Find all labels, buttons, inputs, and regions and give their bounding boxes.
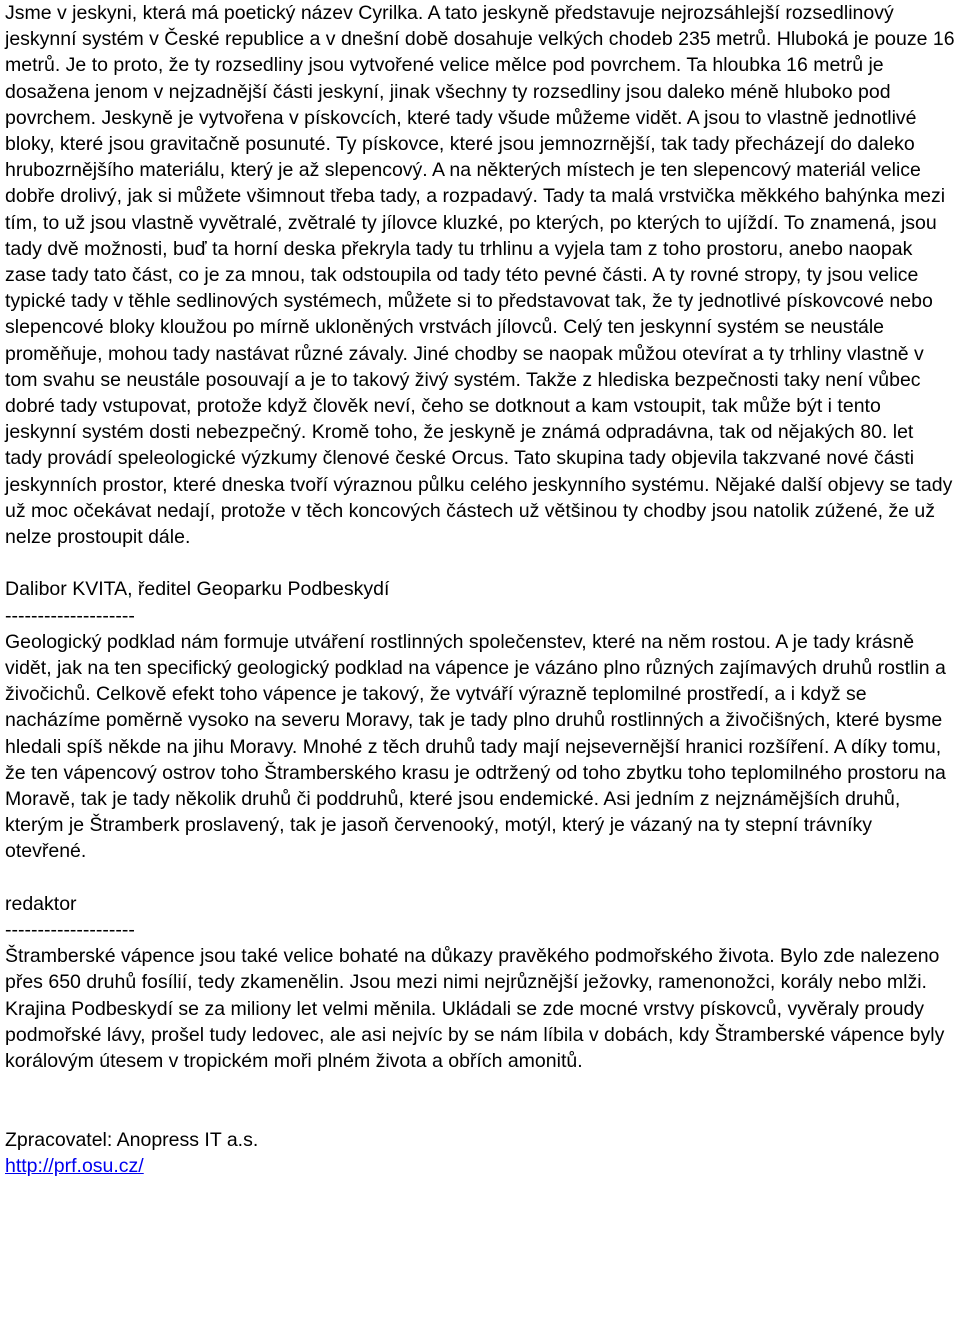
speaker-label: Dalibor KVITA, ředitel Geoparku Podbeskydí [5,578,390,601]
separator-line: -------------------- [5,604,135,627]
credit-line: Zpracovatel: Anopress IT a.s. [5,1128,259,1151]
source-link[interactable]: http://prf.osu.cz/ [5,1154,144,1177]
paragraph-geology-plants: Geologický podklad nám formuje utváření rostlinných společenstev, které na něm rostou. A je tady krásně vidět, jak na ten specifický geologický podklad na vápence je vázáno plno různých zajímavých druhů rostlin a živočichů. Celkově efekt toho vápence je takový, že vytváří výrazně teplomilné prostředí, a i když se nacházíme poměrně vysoko na severu Moravy, tak je tady plno druhů rostlinných a živočišných, které bysme hledali spíš někde na jihu Moravy. Mnohé z těch druhů tady mají nejsevernější hranici rozšíření. A díky tomu, že ten vápencový ostrov toho Štramberského krasu je odtržený od toho zbytku toho teplomilného prostoru na Moravě, tak je tady několik druhů či poddruhů, které jsou endemické. Asi jedním z nejznámějších druhů, kterým je Štramberk proslavený, tak je jasoň červenooký, motýl, který je vázaný na ty stepní trávníky otevřené. [5,630,946,863]
document-page [5,0,955,1179]
blank-line [5,865,955,891]
speaker-label: redaktor [5,892,77,915]
paragraph-cave-description: Jsme v jeskyni, která má poetický název Cyrilka. A tato jeskyně představuje nejrozsáhlejší rozsedlinový jeskynní systém v České republice a v dnešní době dosahuje velkých chodeb 235 metrů. Hluboká je pouze 16 metrů. Je to proto, že ty rozsedliny jsou vytvořené velice mělce pod povrchem. Ta hloubka 16 metrů je dosažena jenom v nejzadnější části jeskyní, jinak všechny ty rozsedliny jsou daleko méně hluboko pod povrchem. Jeskyně je vytvořena v pískovcích, které tady všude můžeme vidět. A jsou to vlastně jednotlivé bloky, které jsou gravitačně posunuté. Ty pískovce, které jsou jemnozrnější, tak tady přecházejí do daleko hrubozrnějšího materiálu, který je až slepencový. A na některých místech je ten slepencový materiál velice dobře drolivý, jak si můžete všimnout třeba tady, a rozpadavý. Tady ta malá vrstvička měkkého bahýnka mezi tím, to už jsou vlastně vyvětralé, zvětralé ty jílovce kluzké, po kterých, po kterých to ujíždí. To znamená, jsou tady dvě možnosti, buď ta horní deska překryla tady tu trhlinu a vyjela tam z toho prostoru, anebo naopak zase tady tato část, co je za mnou, tak odstoupila od tady této pevné části. A ty rovné stropy, ty jsou velice typické tady v těhle sedlinových systémech, můžete si to představovat tak, že ty jednotlivé pískovcové nebo slepencové bloky kloužou po mírně ukloněných vrstvách jílovců. Celý ten jeskynní systém se neustále proměňuje, mohou tady nastávat různé závaly. Jiné chodby se naopak můžou otevírat a ty trhliny vlastně v tom svahu se neustále posouvají a je to takový živý systém. Takže z hlediska bezpečnosti taky není vůbec dobré tady vstupovat, protože když člověk neví, čeho se dotknout a kam vstoupit, tak může být i tento jeskynní systém dosti nebezpečný. Kromě toho, že jeskyně je známá odpradávna, tak od nějakých 80. let tady provádí speleologické výzkumy členové české Orcus. Tato skupina tady objevila takzvané nové části jeskynních prostor, které dneska tvoří výraznou půlku celého jeskynního systému. Nějaké další objevy se tady už moc očekávat nedají, protože v těch koncových částech už většinou ty chodby jsou natolik zúžené, že už nelze prostoupit dále. [5,2,955,549]
separator-line: -------------------- [5,919,135,942]
blank-lines [5,1074,955,1126]
blank-line [5,550,955,576]
paragraph-fossils: Štramberské vápence jsou také velice bohaté na důkazy pravěkého podmořského života. Bylo zde nalezeno přes 650 druhů fosílií, tedy zkamenělin. Jsou mezi nimi nejrůznější ježovky, ramenonožci, korály nebo mlži. Krajina Podbeskydí se za miliony let velmi měnila. Ukládali se zde mocné vrstvy pískovců, vyvěraly proudy podmořské lávy, prošel tudy ledovec, ale asi nejvíc by se nám líbila v dobách, kdy Štramberské vápence byly korálovým útesem v tropickém moři plném života a obřích amonitů. [5,945,945,1073]
